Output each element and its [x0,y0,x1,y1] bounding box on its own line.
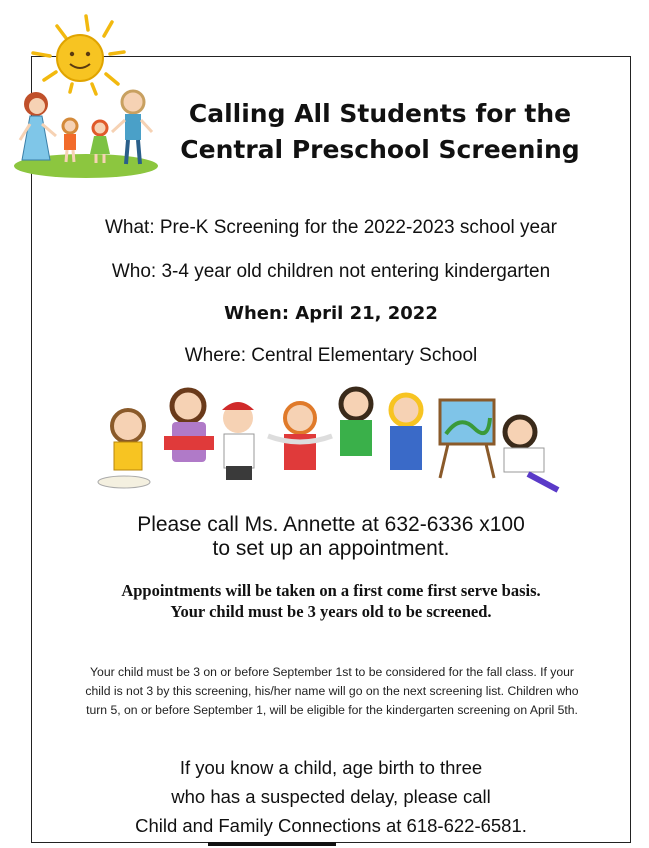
call-to-action [31,513,631,561]
call-line-2: to set up an appointment. [212,537,450,560]
eligibility-line-2: child is not 3 by this screening, his/her name will go on the next screening list. Children who [85,684,579,698]
where-line: Where: Central Elementary School [184,345,478,366]
eligibility-line-3: turn 5, on or before September 1, will be eligible for the kindergarten screening on April 5th. [86,703,578,717]
bottom-divider [208,842,336,846]
contact-notice [31,753,631,840]
appointment-line-2: Your child must be 3 years old to be screened. [170,602,492,621]
contact-line-3: Child and Family Connections at 618-622-6581. [135,815,527,836]
what-line: What: Pre-K Screening for the 2022-2023 school year [104,217,558,238]
sun-family-clipart [8,8,158,180]
contact-line-2: who has a suspected delay, please call [171,786,491,807]
eligibility-line-1: Your child must be 3 on or before September 1st to be considered for the fall class. If your [90,665,574,679]
title-line-1: Calling All Students for the [188,99,572,128]
appointment-line-1: Appointments will be taken on a first come first serve basis. [121,581,541,600]
flyer-title [150,96,610,168]
title-line-2: Central Preschool Screening [180,135,580,164]
appointment-notice [31,580,631,622]
eligibility-notice [36,663,628,720]
contact-line-1: If you know a child, age birth to three [179,757,483,778]
when-line: When: April 21, 2022 [224,303,438,324]
call-line-1: Please call Ms. Annette at 632-6336 x100 [137,513,525,536]
sun-icon [33,16,124,94]
who-line: Who: 3-4 year old children not entering kindergarten [111,261,551,282]
children-art-clipart [88,378,578,496]
